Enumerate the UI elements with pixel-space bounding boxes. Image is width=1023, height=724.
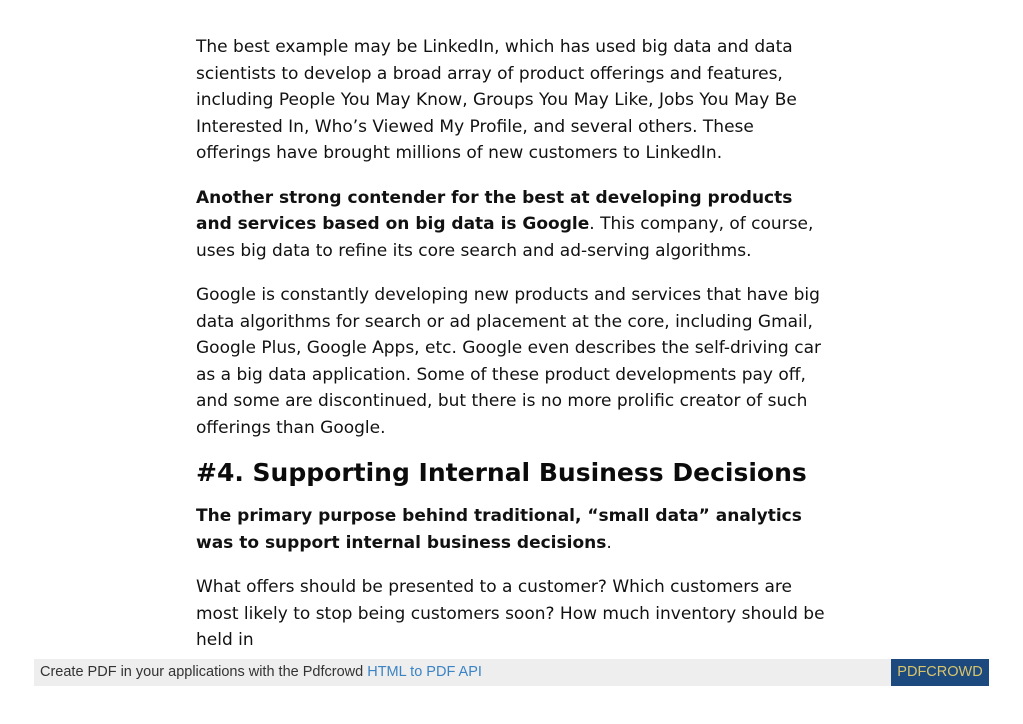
paragraph-text: . <box>606 532 612 553</box>
html-to-pdf-api-link[interactable]: HTML to PDF API <box>367 664 482 680</box>
pdfcrowd-footer <box>34 659 989 686</box>
footer-text <box>40 664 482 680</box>
paragraph-primary-purpose <box>196 503 828 556</box>
bold-lead-small-data: The primary purpose behind traditional, “small data” analytics was to support internal business decisions <box>196 506 802 553</box>
paragraph-text: . This company, of course, uses big data to refine its core search and ad-serving algorithms. <box>196 214 814 261</box>
paragraph-questions: What offers should be presented to a customer? Which customers are most likely to stop being customers soon? How much inventory should be held in <box>196 577 825 650</box>
paragraph-google-products: Google is constantly developing new products and services that have big data algorithms for search or ad placement at the core, including Gmail, Google Plus, Google Apps, etc. Google even describes the self-driving car as a big data application. Some of these product developments pay off, and some are discontinued, but there is no more prolific creator of such offerings than Google. <box>196 285 821 438</box>
section-heading: #4. Supporting Internal Business Decisions <box>196 458 807 487</box>
paragraph-linkedin: The best example may be LinkedIn, which has used big data and data scientists to develop a broad array of product offerings and features, including People You May Know, Groups You May Like, Jobs You May Be Interested In, Who’s Viewed My Profile, and several others. These offerings have brought millions of new customers to LinkedIn. <box>196 37 797 163</box>
article-body <box>196 34 828 672</box>
bold-lead-google: Another strong contender for the best at developing products and services based on big data is Google <box>196 187 793 234</box>
paragraph-google-contender <box>196 185 828 265</box>
footer-label: Create PDF in your applications with the Pdfcrowd <box>40 664 368 680</box>
pdfcrowd-brand-button[interactable]: PDFCROWD <box>891 659 989 686</box>
